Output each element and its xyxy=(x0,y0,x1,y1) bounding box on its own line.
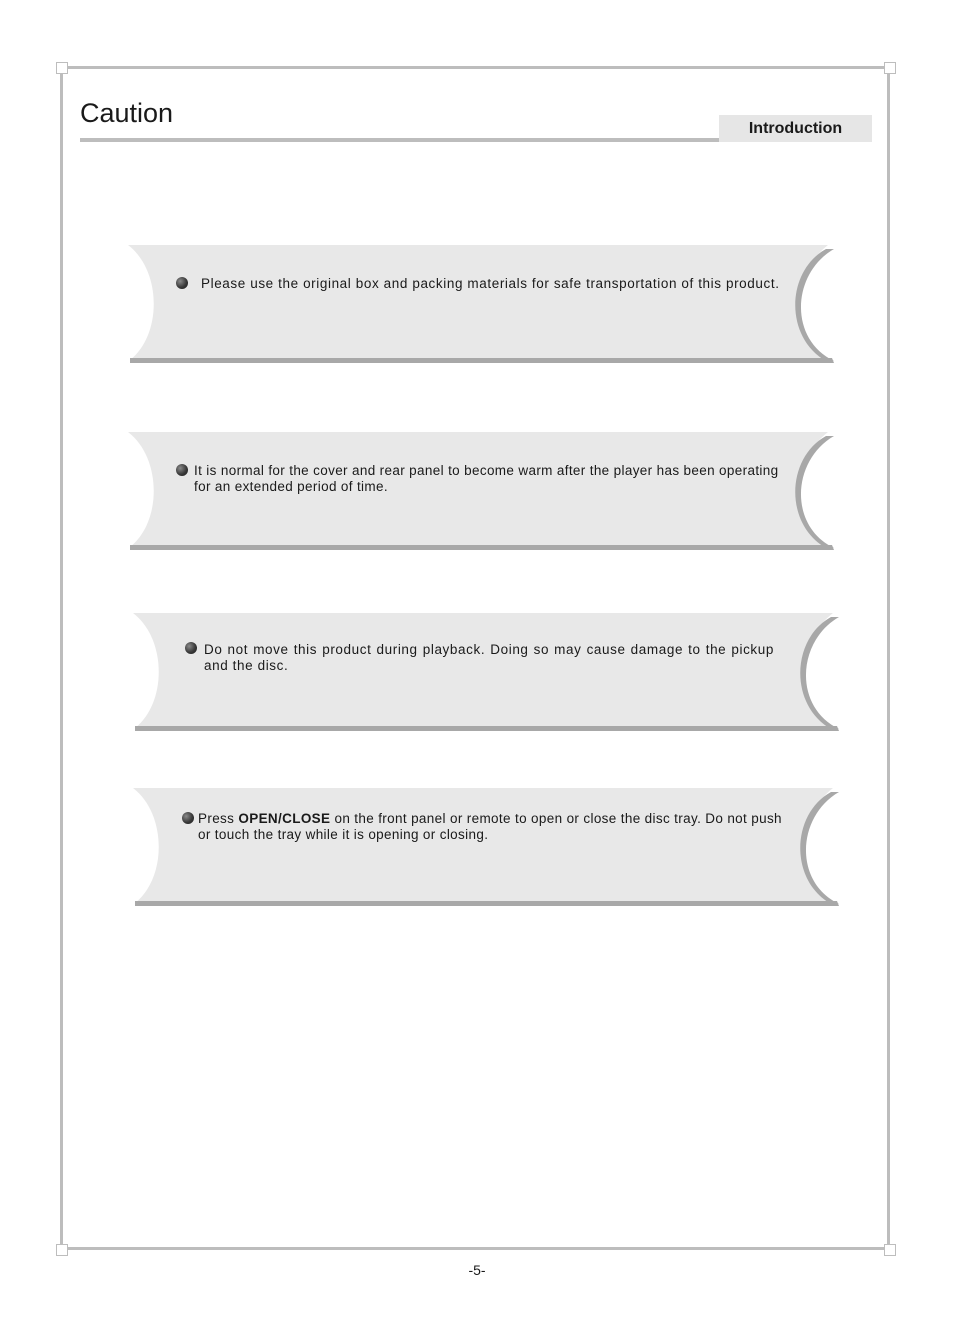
open-close-key-label: OPEN/CLOSE xyxy=(238,811,331,826)
caution-banner xyxy=(127,786,839,906)
caution-text-prefix: Press xyxy=(198,811,239,826)
banner-shape xyxy=(122,243,834,363)
caution-banner xyxy=(122,243,834,363)
frame-corner-mark xyxy=(56,1244,68,1256)
section-tab: Introduction xyxy=(719,115,872,142)
frame-corner-mark xyxy=(884,62,896,74)
caution-text: Please use the original box and packing materials for safe transportation of this product. xyxy=(201,276,780,291)
page-number: -5- xyxy=(468,1262,486,1278)
caution-text: It is normal for the cover and rear panel to become warm after the player has been operating for an extended period of time. xyxy=(194,463,779,494)
title-underline xyxy=(80,138,720,142)
caution-banner xyxy=(122,430,834,550)
banner-shape xyxy=(127,786,839,906)
caution-text: Do not move this product during playback. Doing so may cause damage to the pickup and the disc. xyxy=(204,642,774,673)
bullet-icon xyxy=(176,464,188,476)
caution-text-suffix: on the front panel or remote to open or close the disc tray. Do not push or touch the tray while it is opening or closing. xyxy=(198,811,782,842)
caution-text xyxy=(198,811,788,843)
bullet-icon xyxy=(185,642,197,654)
frame-corner-mark xyxy=(56,62,68,74)
bullet-icon xyxy=(182,812,194,824)
caution-banner xyxy=(127,611,839,731)
frame-corner-mark xyxy=(884,1244,896,1256)
page-title: Caution xyxy=(80,98,174,128)
bullet-icon xyxy=(176,277,188,289)
